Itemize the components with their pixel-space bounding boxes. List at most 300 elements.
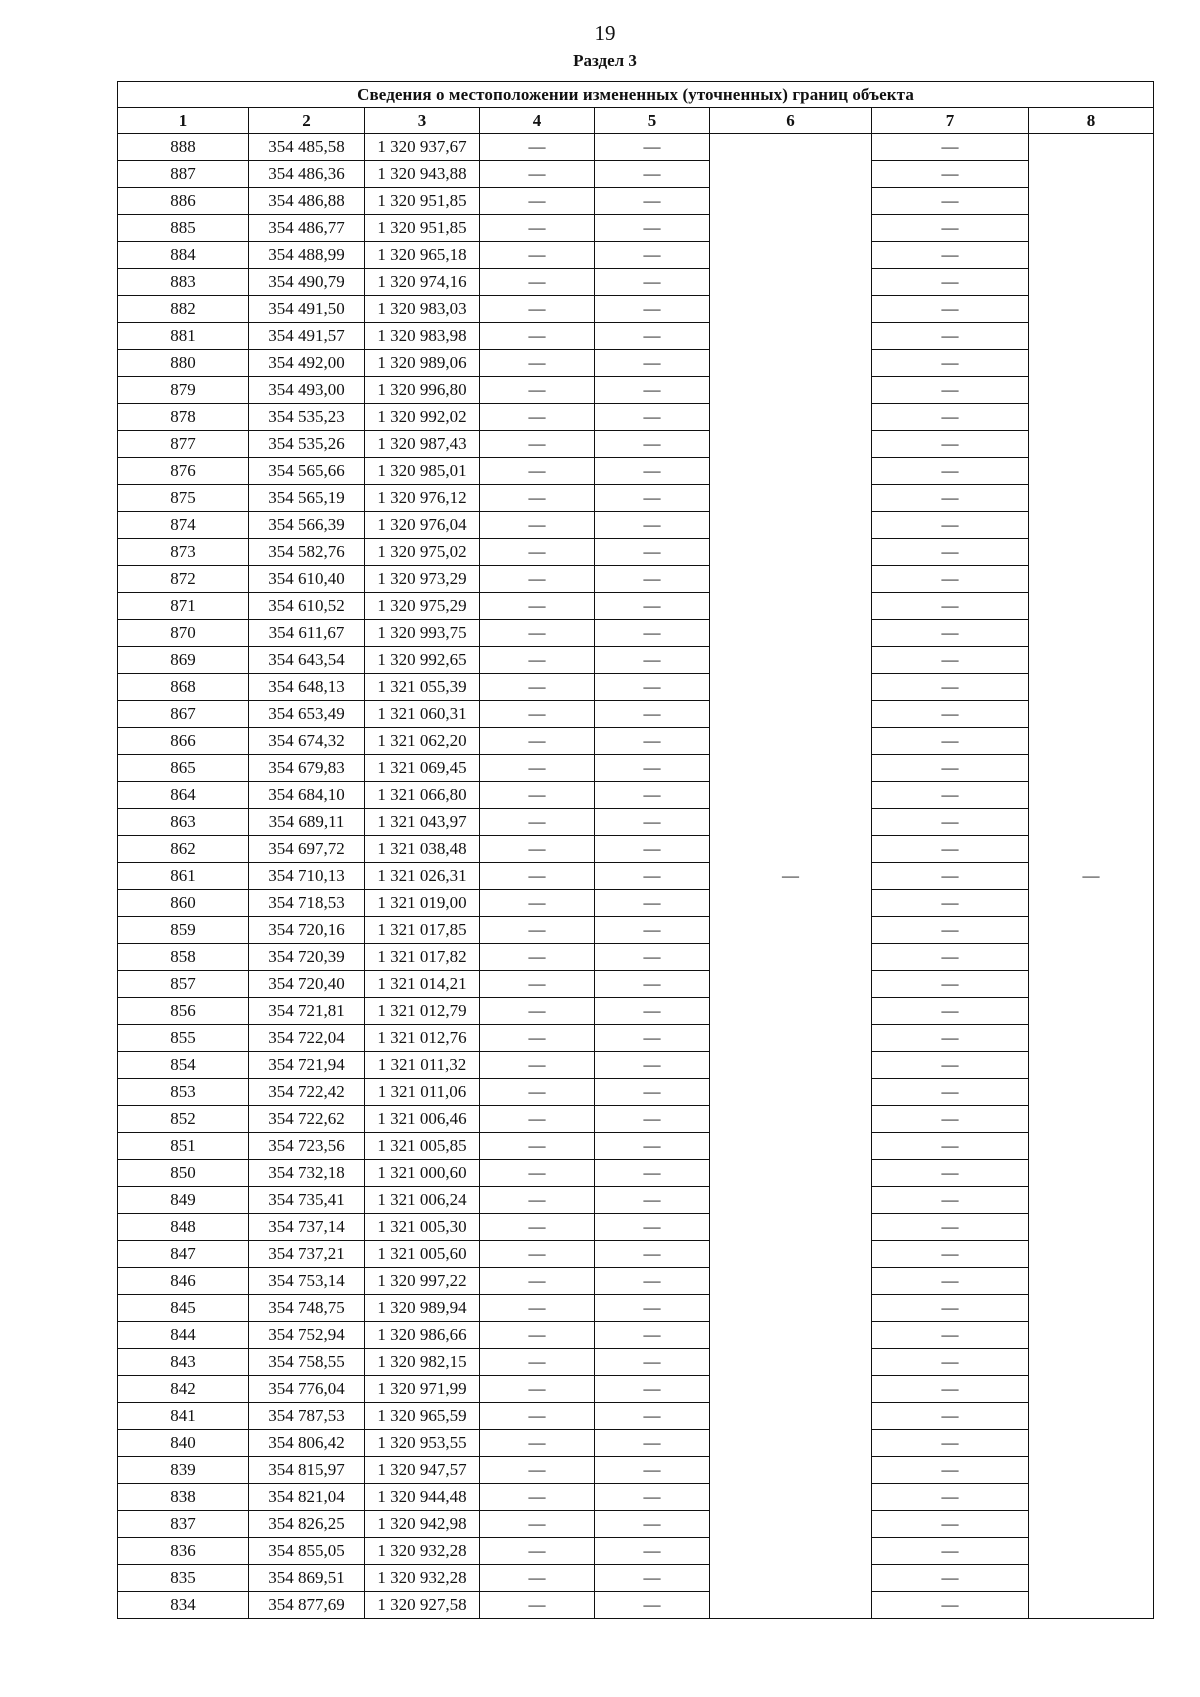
table-row	[118, 1187, 1154, 1214]
table-row	[118, 161, 1154, 188]
x-coordinate-cell: 354 565,66	[249, 458, 365, 485]
col7-dash-cell: —	[872, 1187, 1029, 1214]
column-number-6: 6	[710, 108, 872, 134]
point-number-cell: 887	[118, 161, 249, 188]
col7-dash-cell: —	[872, 1133, 1029, 1160]
col7-dash-cell: —	[872, 566, 1029, 593]
col7-dash-cell: —	[872, 350, 1029, 377]
table-row	[118, 431, 1154, 458]
col7-dash-cell: —	[872, 1484, 1029, 1511]
table-row	[118, 512, 1154, 539]
point-number-cell: 841	[118, 1403, 249, 1430]
x-coordinate-cell: 354 737,14	[249, 1214, 365, 1241]
x-coordinate-cell: 354 776,04	[249, 1376, 365, 1403]
col7-dash-cell: —	[872, 215, 1029, 242]
col7-dash-cell: —	[872, 674, 1029, 701]
col7-dash-cell: —	[872, 1430, 1029, 1457]
y-coordinate-cell: 1 320 973,29	[365, 566, 480, 593]
x-coordinate-cell: 354 566,39	[249, 512, 365, 539]
table-row	[118, 1403, 1154, 1430]
col4-dash-cell: —	[480, 1133, 595, 1160]
col5-dash-cell: —	[595, 1457, 710, 1484]
col4-dash-cell: —	[480, 1187, 595, 1214]
col7-dash-cell: —	[872, 917, 1029, 944]
col7-dash-cell: —	[872, 863, 1029, 890]
y-coordinate-cell: 1 320 927,58	[365, 1592, 480, 1619]
col5-dash-cell: —	[595, 1565, 710, 1592]
col4-dash-cell: —	[480, 1268, 595, 1295]
y-coordinate-cell: 1 321 012,79	[365, 998, 480, 1025]
col5-dash-cell: —	[595, 971, 710, 998]
y-coordinate-cell: 1 320 993,75	[365, 620, 480, 647]
table-row	[118, 971, 1154, 998]
point-number-cell: 871	[118, 593, 249, 620]
x-coordinate-cell: 354 806,42	[249, 1430, 365, 1457]
col5-dash-cell: —	[595, 215, 710, 242]
col4-dash-cell: —	[480, 1403, 595, 1430]
table-row	[118, 296, 1154, 323]
table-row	[118, 917, 1154, 944]
col5-dash-cell: —	[595, 1133, 710, 1160]
col5-dash-cell: —	[595, 863, 710, 890]
col5-dash-cell: —	[595, 1484, 710, 1511]
table-row	[118, 1376, 1154, 1403]
col5-dash-cell: —	[595, 1376, 710, 1403]
col4-dash-cell: —	[480, 674, 595, 701]
section-title: Раздел 3	[573, 51, 637, 70]
x-coordinate-cell: 354 720,16	[249, 917, 365, 944]
col4-dash-cell: —	[480, 971, 595, 998]
table-row	[118, 1214, 1154, 1241]
point-number-cell: 847	[118, 1241, 249, 1268]
col5-dash-cell: —	[595, 701, 710, 728]
col4-dash-cell: —	[480, 620, 595, 647]
table-row	[118, 1052, 1154, 1079]
x-coordinate-cell: 354 815,97	[249, 1457, 365, 1484]
col4-dash-cell: —	[480, 809, 595, 836]
column-number-2: 2	[249, 108, 365, 134]
col5-dash-cell: —	[595, 377, 710, 404]
y-coordinate-cell: 1 320 944,48	[365, 1484, 480, 1511]
point-number-cell: 878	[118, 404, 249, 431]
col4-dash-cell: —	[480, 836, 595, 863]
col4-dash-cell: —	[480, 485, 595, 512]
col4-dash-cell: —	[480, 1322, 595, 1349]
table-body	[118, 134, 1154, 1619]
col7-dash-cell: —	[872, 1322, 1029, 1349]
col4-dash-cell: —	[480, 1457, 595, 1484]
point-number-cell: 886	[118, 188, 249, 215]
table-row	[118, 1160, 1154, 1187]
y-coordinate-cell: 1 321 026,31	[365, 863, 480, 890]
table-row	[118, 458, 1154, 485]
col8-merged-dash-cell: —	[1029, 134, 1154, 1619]
column-number-7: 7	[872, 108, 1029, 134]
col7-dash-cell: —	[872, 1538, 1029, 1565]
x-coordinate-cell: 354 697,72	[249, 836, 365, 863]
y-coordinate-cell: 1 320 976,04	[365, 512, 480, 539]
point-number-cell: 873	[118, 539, 249, 566]
table-row	[118, 998, 1154, 1025]
col7-dash-cell: —	[872, 1295, 1029, 1322]
col7-dash-cell: —	[872, 1106, 1029, 1133]
col4-dash-cell: —	[480, 890, 595, 917]
col7-dash-cell: —	[872, 1214, 1029, 1241]
point-number-cell: 855	[118, 1025, 249, 1052]
point-number-cell: 834	[118, 1592, 249, 1619]
table-row	[118, 1025, 1154, 1052]
table-row	[118, 944, 1154, 971]
column-number-4: 4	[480, 108, 595, 134]
col7-dash-cell: —	[872, 1025, 1029, 1052]
table-row	[118, 1268, 1154, 1295]
table-caption: Сведения о местоположении измененных (уточненных) границ объекта	[118, 82, 1154, 108]
col4-dash-cell: —	[480, 566, 595, 593]
col5-dash-cell: —	[595, 1160, 710, 1187]
col4-dash-cell: —	[480, 323, 595, 350]
x-coordinate-cell: 354 653,49	[249, 701, 365, 728]
col7-dash-cell: —	[872, 458, 1029, 485]
col5-dash-cell: —	[595, 1079, 710, 1106]
point-number-cell: 862	[118, 836, 249, 863]
table-row	[118, 701, 1154, 728]
point-number-cell: 859	[118, 917, 249, 944]
col5-dash-cell: —	[595, 188, 710, 215]
y-coordinate-cell: 1 320 947,57	[365, 1457, 480, 1484]
col5-dash-cell: —	[595, 728, 710, 755]
table-row	[118, 215, 1154, 242]
col4-dash-cell: —	[480, 1106, 595, 1133]
point-number-cell: 837	[118, 1511, 249, 1538]
col4-dash-cell: —	[480, 188, 595, 215]
x-coordinate-cell: 354 732,18	[249, 1160, 365, 1187]
table-row	[118, 269, 1154, 296]
point-number-cell: 865	[118, 755, 249, 782]
table-row	[118, 350, 1154, 377]
x-coordinate-cell: 354 684,10	[249, 782, 365, 809]
table-row	[118, 890, 1154, 917]
col7-dash-cell: —	[872, 485, 1029, 512]
point-number-cell: 867	[118, 701, 249, 728]
col7-dash-cell: —	[872, 890, 1029, 917]
col5-dash-cell: —	[595, 620, 710, 647]
col5-dash-cell: —	[595, 1430, 710, 1457]
col7-dash-cell: —	[872, 431, 1029, 458]
y-coordinate-cell: 1 321 005,85	[365, 1133, 480, 1160]
col4-dash-cell: —	[480, 1538, 595, 1565]
col5-dash-cell: —	[595, 1403, 710, 1430]
col7-dash-cell: —	[872, 404, 1029, 431]
y-coordinate-cell: 1 320 932,28	[365, 1538, 480, 1565]
table-row	[118, 1133, 1154, 1160]
y-coordinate-cell: 1 320 983,98	[365, 323, 480, 350]
table-row	[118, 242, 1154, 269]
table-row	[118, 485, 1154, 512]
table-row	[118, 728, 1154, 755]
col6-merged-dash-cell: —	[710, 134, 872, 1619]
col5-dash-cell: —	[595, 674, 710, 701]
y-coordinate-cell: 1 321 017,82	[365, 944, 480, 971]
col4-dash-cell: —	[480, 1430, 595, 1457]
y-coordinate-cell: 1 320 982,15	[365, 1349, 480, 1376]
x-coordinate-cell: 354 486,77	[249, 215, 365, 242]
point-number-cell: 866	[118, 728, 249, 755]
col7-dash-cell: —	[872, 1052, 1029, 1079]
col4-dash-cell: —	[480, 1376, 595, 1403]
col4-dash-cell: —	[480, 1565, 595, 1592]
col7-dash-cell: —	[872, 1079, 1029, 1106]
table-row	[118, 404, 1154, 431]
col5-dash-cell: —	[595, 755, 710, 782]
col4-dash-cell: —	[480, 539, 595, 566]
col5-dash-cell: —	[595, 485, 710, 512]
col5-dash-cell: —	[595, 593, 710, 620]
col7-dash-cell: —	[872, 188, 1029, 215]
col7-dash-cell: —	[872, 593, 1029, 620]
x-coordinate-cell: 354 720,40	[249, 971, 365, 998]
col7-dash-cell: —	[872, 998, 1029, 1025]
x-coordinate-cell: 354 492,00	[249, 350, 365, 377]
table-row	[118, 1079, 1154, 1106]
col5-dash-cell: —	[595, 917, 710, 944]
x-coordinate-cell: 354 821,04	[249, 1484, 365, 1511]
point-number-cell: 860	[118, 890, 249, 917]
col5-dash-cell: —	[595, 1187, 710, 1214]
col4-dash-cell: —	[480, 269, 595, 296]
point-number-cell: 868	[118, 674, 249, 701]
col7-dash-cell: —	[872, 1241, 1029, 1268]
col4-dash-cell: —	[480, 728, 595, 755]
table-row	[118, 1538, 1154, 1565]
table-row	[118, 593, 1154, 620]
table-row	[118, 134, 1154, 161]
table-row	[118, 566, 1154, 593]
point-number-cell: 864	[118, 782, 249, 809]
table-row	[118, 1241, 1154, 1268]
y-coordinate-cell: 1 320 932,28	[365, 1565, 480, 1592]
col7-dash-cell: —	[872, 1457, 1029, 1484]
y-coordinate-cell: 1 321 006,24	[365, 1187, 480, 1214]
col7-dash-cell: —	[872, 620, 1029, 647]
col5-dash-cell: —	[595, 809, 710, 836]
table-row	[118, 674, 1154, 701]
col7-dash-cell: —	[872, 1349, 1029, 1376]
y-coordinate-cell: 1 320 965,59	[365, 1403, 480, 1430]
x-coordinate-cell: 354 490,79	[249, 269, 365, 296]
col4-dash-cell: —	[480, 782, 595, 809]
y-coordinate-cell: 1 320 989,06	[365, 350, 480, 377]
y-coordinate-cell: 1 321 006,46	[365, 1106, 480, 1133]
point-number-cell: 848	[118, 1214, 249, 1241]
col5-dash-cell: —	[595, 1052, 710, 1079]
point-number-cell: 888	[118, 134, 249, 161]
col5-dash-cell: —	[595, 1241, 710, 1268]
col7-dash-cell: —	[872, 809, 1029, 836]
x-coordinate-cell: 354 737,21	[249, 1241, 365, 1268]
y-coordinate-cell: 1 320 987,43	[365, 431, 480, 458]
point-number-cell: 863	[118, 809, 249, 836]
y-coordinate-cell: 1 320 986,66	[365, 1322, 480, 1349]
x-coordinate-cell: 354 689,11	[249, 809, 365, 836]
col5-dash-cell: —	[595, 1025, 710, 1052]
page-number: 19	[594, 21, 616, 45]
y-coordinate-cell: 1 321 011,06	[365, 1079, 480, 1106]
col7-dash-cell: —	[872, 161, 1029, 188]
point-number-cell: 881	[118, 323, 249, 350]
x-coordinate-cell: 354 753,14	[249, 1268, 365, 1295]
point-number-cell: 844	[118, 1322, 249, 1349]
col7-dash-cell: —	[872, 134, 1029, 161]
col5-dash-cell: —	[595, 1538, 710, 1565]
y-coordinate-cell: 1 321 019,00	[365, 890, 480, 917]
col4-dash-cell: —	[480, 1349, 595, 1376]
column-number-row	[118, 108, 1154, 134]
x-coordinate-cell: 354 582,76	[249, 539, 365, 566]
table-row	[118, 1430, 1154, 1457]
y-coordinate-cell: 1 320 965,18	[365, 242, 480, 269]
col4-dash-cell: —	[480, 512, 595, 539]
col5-dash-cell: —	[595, 242, 710, 269]
col4-dash-cell: —	[480, 350, 595, 377]
table-row	[118, 188, 1154, 215]
x-coordinate-cell: 354 722,42	[249, 1079, 365, 1106]
x-coordinate-cell: 354 679,83	[249, 755, 365, 782]
point-number-cell: 839	[118, 1457, 249, 1484]
y-coordinate-cell: 1 320 971,99	[365, 1376, 480, 1403]
y-coordinate-cell: 1 320 992,65	[365, 647, 480, 674]
col4-dash-cell: —	[480, 215, 595, 242]
table-row	[118, 1484, 1154, 1511]
col4-dash-cell: —	[480, 917, 595, 944]
point-number-cell: 843	[118, 1349, 249, 1376]
x-coordinate-cell: 354 758,55	[249, 1349, 365, 1376]
point-number-cell: 861	[118, 863, 249, 890]
point-number-cell: 875	[118, 485, 249, 512]
y-coordinate-cell: 1 320 997,22	[365, 1268, 480, 1295]
table-row	[118, 1349, 1154, 1376]
col5-dash-cell: —	[595, 944, 710, 971]
col5-dash-cell: —	[595, 647, 710, 674]
x-coordinate-cell: 354 648,13	[249, 674, 365, 701]
x-coordinate-cell: 354 787,53	[249, 1403, 365, 1430]
col5-dash-cell: —	[595, 269, 710, 296]
table-row	[118, 755, 1154, 782]
y-coordinate-cell: 1 320 976,12	[365, 485, 480, 512]
point-number-cell: 854	[118, 1052, 249, 1079]
col5-dash-cell: —	[595, 350, 710, 377]
col4-dash-cell: —	[480, 1052, 595, 1079]
point-number-cell: 857	[118, 971, 249, 998]
table-row	[118, 782, 1154, 809]
table-row	[118, 1322, 1154, 1349]
col4-dash-cell: —	[480, 242, 595, 269]
col4-dash-cell: —	[480, 431, 595, 458]
column-number-1: 1	[118, 108, 249, 134]
y-coordinate-cell: 1 320 996,80	[365, 377, 480, 404]
x-coordinate-cell: 354 486,88	[249, 188, 365, 215]
y-coordinate-cell: 1 321 012,76	[365, 1025, 480, 1052]
x-coordinate-cell: 354 721,94	[249, 1052, 365, 1079]
col4-dash-cell: —	[480, 1214, 595, 1241]
x-coordinate-cell: 354 491,57	[249, 323, 365, 350]
table-row	[118, 1592, 1154, 1619]
col7-dash-cell: —	[872, 323, 1029, 350]
x-coordinate-cell: 354 643,54	[249, 647, 365, 674]
y-coordinate-cell: 1 320 983,03	[365, 296, 480, 323]
x-coordinate-cell: 354 493,00	[249, 377, 365, 404]
col5-dash-cell: —	[595, 323, 710, 350]
y-coordinate-cell: 1 320 989,94	[365, 1295, 480, 1322]
table-row	[118, 377, 1154, 404]
col5-dash-cell: —	[595, 1511, 710, 1538]
point-number-cell: 877	[118, 431, 249, 458]
y-coordinate-cell: 1 321 011,32	[365, 1052, 480, 1079]
point-number-cell: 838	[118, 1484, 249, 1511]
point-number-cell: 850	[118, 1160, 249, 1187]
point-number-cell: 885	[118, 215, 249, 242]
col4-dash-cell: —	[480, 1592, 595, 1619]
y-coordinate-cell: 1 320 951,85	[365, 188, 480, 215]
y-coordinate-cell: 1 321 017,85	[365, 917, 480, 944]
point-number-cell: 842	[118, 1376, 249, 1403]
col5-dash-cell: —	[595, 1214, 710, 1241]
point-number-cell: 869	[118, 647, 249, 674]
point-number-cell: 835	[118, 1565, 249, 1592]
col4-dash-cell: —	[480, 755, 595, 782]
col5-dash-cell: —	[595, 512, 710, 539]
col4-dash-cell: —	[480, 161, 595, 188]
col4-dash-cell: —	[480, 1160, 595, 1187]
col7-dash-cell: —	[872, 1511, 1029, 1538]
col4-dash-cell: —	[480, 998, 595, 1025]
col4-dash-cell: —	[480, 134, 595, 161]
x-coordinate-cell: 354 855,05	[249, 1538, 365, 1565]
table-row	[118, 1511, 1154, 1538]
y-coordinate-cell: 1 321 005,30	[365, 1214, 480, 1241]
x-coordinate-cell: 354 826,25	[249, 1511, 365, 1538]
col4-dash-cell: —	[480, 1295, 595, 1322]
x-coordinate-cell: 354 722,04	[249, 1025, 365, 1052]
table-row	[118, 323, 1154, 350]
y-coordinate-cell: 1 320 985,01	[365, 458, 480, 485]
point-number-cell: 872	[118, 566, 249, 593]
col4-dash-cell: —	[480, 1025, 595, 1052]
y-coordinate-cell: 1 321 000,60	[365, 1160, 480, 1187]
y-coordinate-cell: 1 320 953,55	[365, 1430, 480, 1457]
x-coordinate-cell: 354 752,94	[249, 1322, 365, 1349]
y-coordinate-cell: 1 321 043,97	[365, 809, 480, 836]
x-coordinate-cell: 354 721,81	[249, 998, 365, 1025]
point-number-cell: 879	[118, 377, 249, 404]
x-coordinate-cell: 354 718,53	[249, 890, 365, 917]
x-coordinate-cell: 354 535,26	[249, 431, 365, 458]
col7-dash-cell: —	[872, 944, 1029, 971]
col7-dash-cell: —	[872, 512, 1029, 539]
col5-dash-cell: —	[595, 1349, 710, 1376]
col7-dash-cell: —	[872, 836, 1029, 863]
x-coordinate-cell: 354 710,13	[249, 863, 365, 890]
table-row	[118, 863, 1154, 890]
col7-dash-cell: —	[872, 377, 1029, 404]
x-coordinate-cell: 354 720,39	[249, 944, 365, 971]
col5-dash-cell: —	[595, 431, 710, 458]
col4-dash-cell: —	[480, 377, 595, 404]
point-number-cell: 858	[118, 944, 249, 971]
col7-dash-cell: —	[872, 1376, 1029, 1403]
y-coordinate-cell: 1 320 937,67	[365, 134, 480, 161]
col7-dash-cell: —	[872, 1268, 1029, 1295]
x-coordinate-cell: 354 674,32	[249, 728, 365, 755]
